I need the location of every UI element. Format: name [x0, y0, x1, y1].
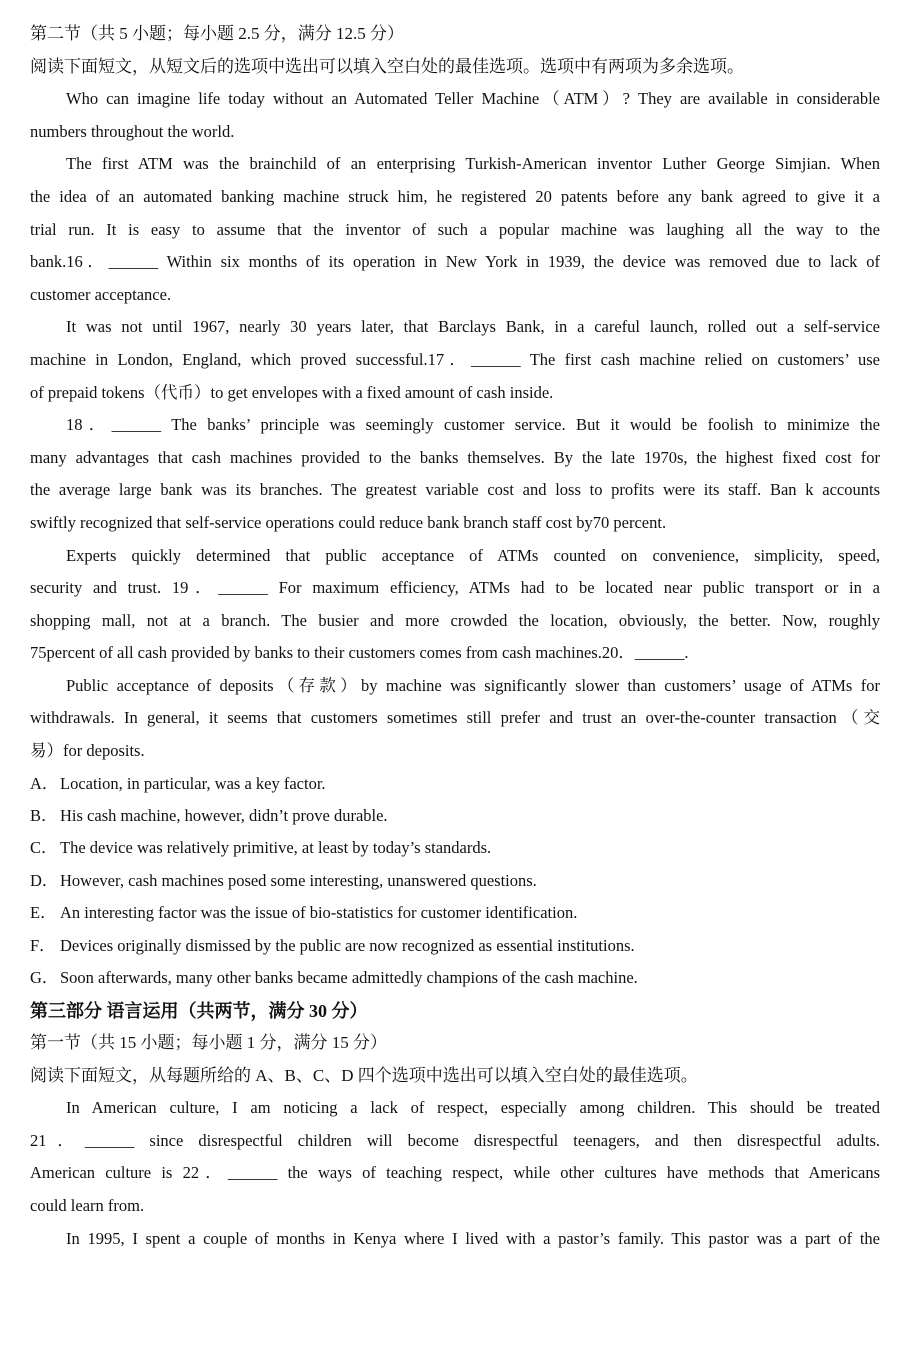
- option-text: Devices originally dismissed by the public are now recognized as essential institutions.: [60, 935, 635, 955]
- text-line: trial run. It is easy to assume that the inventor of such a popular machine was laughing all the way to the: [30, 219, 880, 239]
- option-text: An interesting factor was the issue of bio-statistics for customer identification.: [60, 903, 578, 923]
- text-line: In American culture, I am noticing a lack of respect, especially among children. This should be treated: [66, 1098, 880, 1118]
- passage-paragraph-2: [30, 148, 880, 311]
- text-line: shopping mall, not at a branch. The busier and more crowded the location, obviously, the better. Now, roughly: [30, 610, 880, 630]
- text-line: Who can imagine life today without an Automated Teller Machine（ATM）? They are available in considerable: [66, 89, 880, 109]
- section2-heading: 第二节（共 5 小题；每小题 2.5 分，满分 12.5 分）: [30, 24, 404, 43]
- option-text: His cash machine, however, didn’t prove durable.: [60, 806, 388, 826]
- text-line: 21．______ since disrespectful children will become disrespectful teenagers, and then disrespectful adults.: [30, 1130, 880, 1150]
- text-line: of prepaid tokens（代币）to get envelopes with a fixed amount of cash inside.: [30, 382, 554, 402]
- option-text: Soon afterwards, many other banks became admittedly champions of the cash machine.: [60, 968, 638, 988]
- text-line: numbers throughout the world.: [30, 121, 235, 141]
- part3-paragraph-2: [30, 1223, 880, 1256]
- option-g: [30, 962, 880, 994]
- section2-instruction: 阅读下面短文，从短文后的选项中选出可以填入空白处的最佳选项。选项中有两项为多余选项。: [30, 56, 744, 76]
- passage-paragraph-3: [30, 311, 880, 409]
- option-letter: C．: [30, 838, 58, 858]
- passage-paragraph-5: [30, 540, 880, 670]
- exam-page: [30, 18, 880, 1255]
- text-line: swiftly recognized that self-service operations could reduce bank branch staff cost by70 percent.: [30, 512, 667, 532]
- option-text: The device was relatively primitive, at least by today’s standards.: [60, 838, 492, 858]
- part3-paragraph-1: [30, 1092, 880, 1222]
- option-c: [30, 832, 880, 864]
- option-letter: F．: [30, 935, 56, 955]
- option-letter: B．: [30, 806, 58, 826]
- part3-instruction: 阅读下面短文，从每题所给的 A、B、C、D 四个选项中选出可以填入空白处的最佳选项。: [30, 1065, 698, 1085]
- option-letter: D．: [30, 870, 59, 890]
- option-f: [30, 930, 880, 962]
- option-letter: E．: [30, 903, 57, 923]
- text-line: Experts quickly determined that public acceptance of ATMs counted on convenience, simplicity, speed,: [66, 545, 880, 565]
- text-line: 易）for deposits.: [30, 741, 145, 761]
- option-text: However, cash machines posed some interesting, unanswered questions.: [60, 870, 537, 890]
- text-line: The first ATM was the brainchild of an enterprising Turkish-American inventor Luther George Simjian. When: [66, 154, 880, 174]
- option-letter: G．: [30, 968, 59, 988]
- part3-section1-heading: 第一节（共 15 小题；每小题 1 分，满分 15 分）: [30, 1033, 387, 1053]
- text-line: American culture is 22．______ the ways of teaching respect, while other cultures have methods that Americans: [30, 1163, 880, 1183]
- text-line: In 1995, I spent a couple of months in Kenya where I lived with a pastor’s family. This pastor was a part of the: [66, 1228, 880, 1248]
- option-letter: A．: [30, 773, 59, 793]
- option-d: [30, 865, 880, 897]
- passage-paragraph-1: [30, 83, 880, 148]
- part3-heading: 第三部分 语言运用（共两节，满分 30 分）: [30, 1000, 368, 1021]
- text-line: 75percent of all cash provided by banks to their customers comes from cash machines.20．______.: [30, 643, 689, 663]
- text-line: the idea of an automated banking machine struck him, he registered 20 patents before any bank agreed to give it a: [30, 186, 880, 206]
- option-a: [30, 768, 880, 800]
- text-line: security and trust. 19．______ For maximum efficiency, ATMs had to be located near public transport or in a: [30, 578, 880, 598]
- options-list: [30, 768, 880, 995]
- text-line: many advantages that cash machines provided to the banks themselves. By the late 1970s, the highest fixed cost for: [30, 447, 880, 467]
- passage-paragraph-4: [30, 409, 880, 539]
- text-line: It was not until 1967, nearly 30 years later, that Barclays Bank, in a careful launch, rolled out a self-service: [66, 317, 880, 337]
- text-line: the average large bank was its branches. The greatest variable cost and loss to profits were its staff. Ban k accounts: [30, 480, 880, 500]
- text-line: could learn from.: [30, 1196, 145, 1216]
- text-line: machine in London, England, which proved successful.17．______ The first cash machine relied on customers’ use: [30, 349, 880, 369]
- text-line: 18．______ The banks’ principle was seemingly customer service. But it would be foolish to minimize the: [66, 415, 880, 435]
- text-line: bank.16．______ Within six months of its operation in New York in 1939, the device was removed due to lack of: [30, 252, 880, 272]
- text-line: Public acceptance of deposits（存款）by machine was significantly slower than customers’ usage of ATMs for: [66, 675, 880, 695]
- option-e: [30, 897, 880, 929]
- option-text: Location, in particular, was a key factor.: [60, 773, 326, 793]
- text-line: customer acceptance.: [30, 284, 172, 304]
- option-b: [30, 800, 880, 832]
- text-line: withdrawals. In general, it seems that customers sometimes still prefer and trust an over-the-counter transaction（交: [30, 708, 880, 728]
- passage-paragraph-6: [30, 670, 880, 768]
